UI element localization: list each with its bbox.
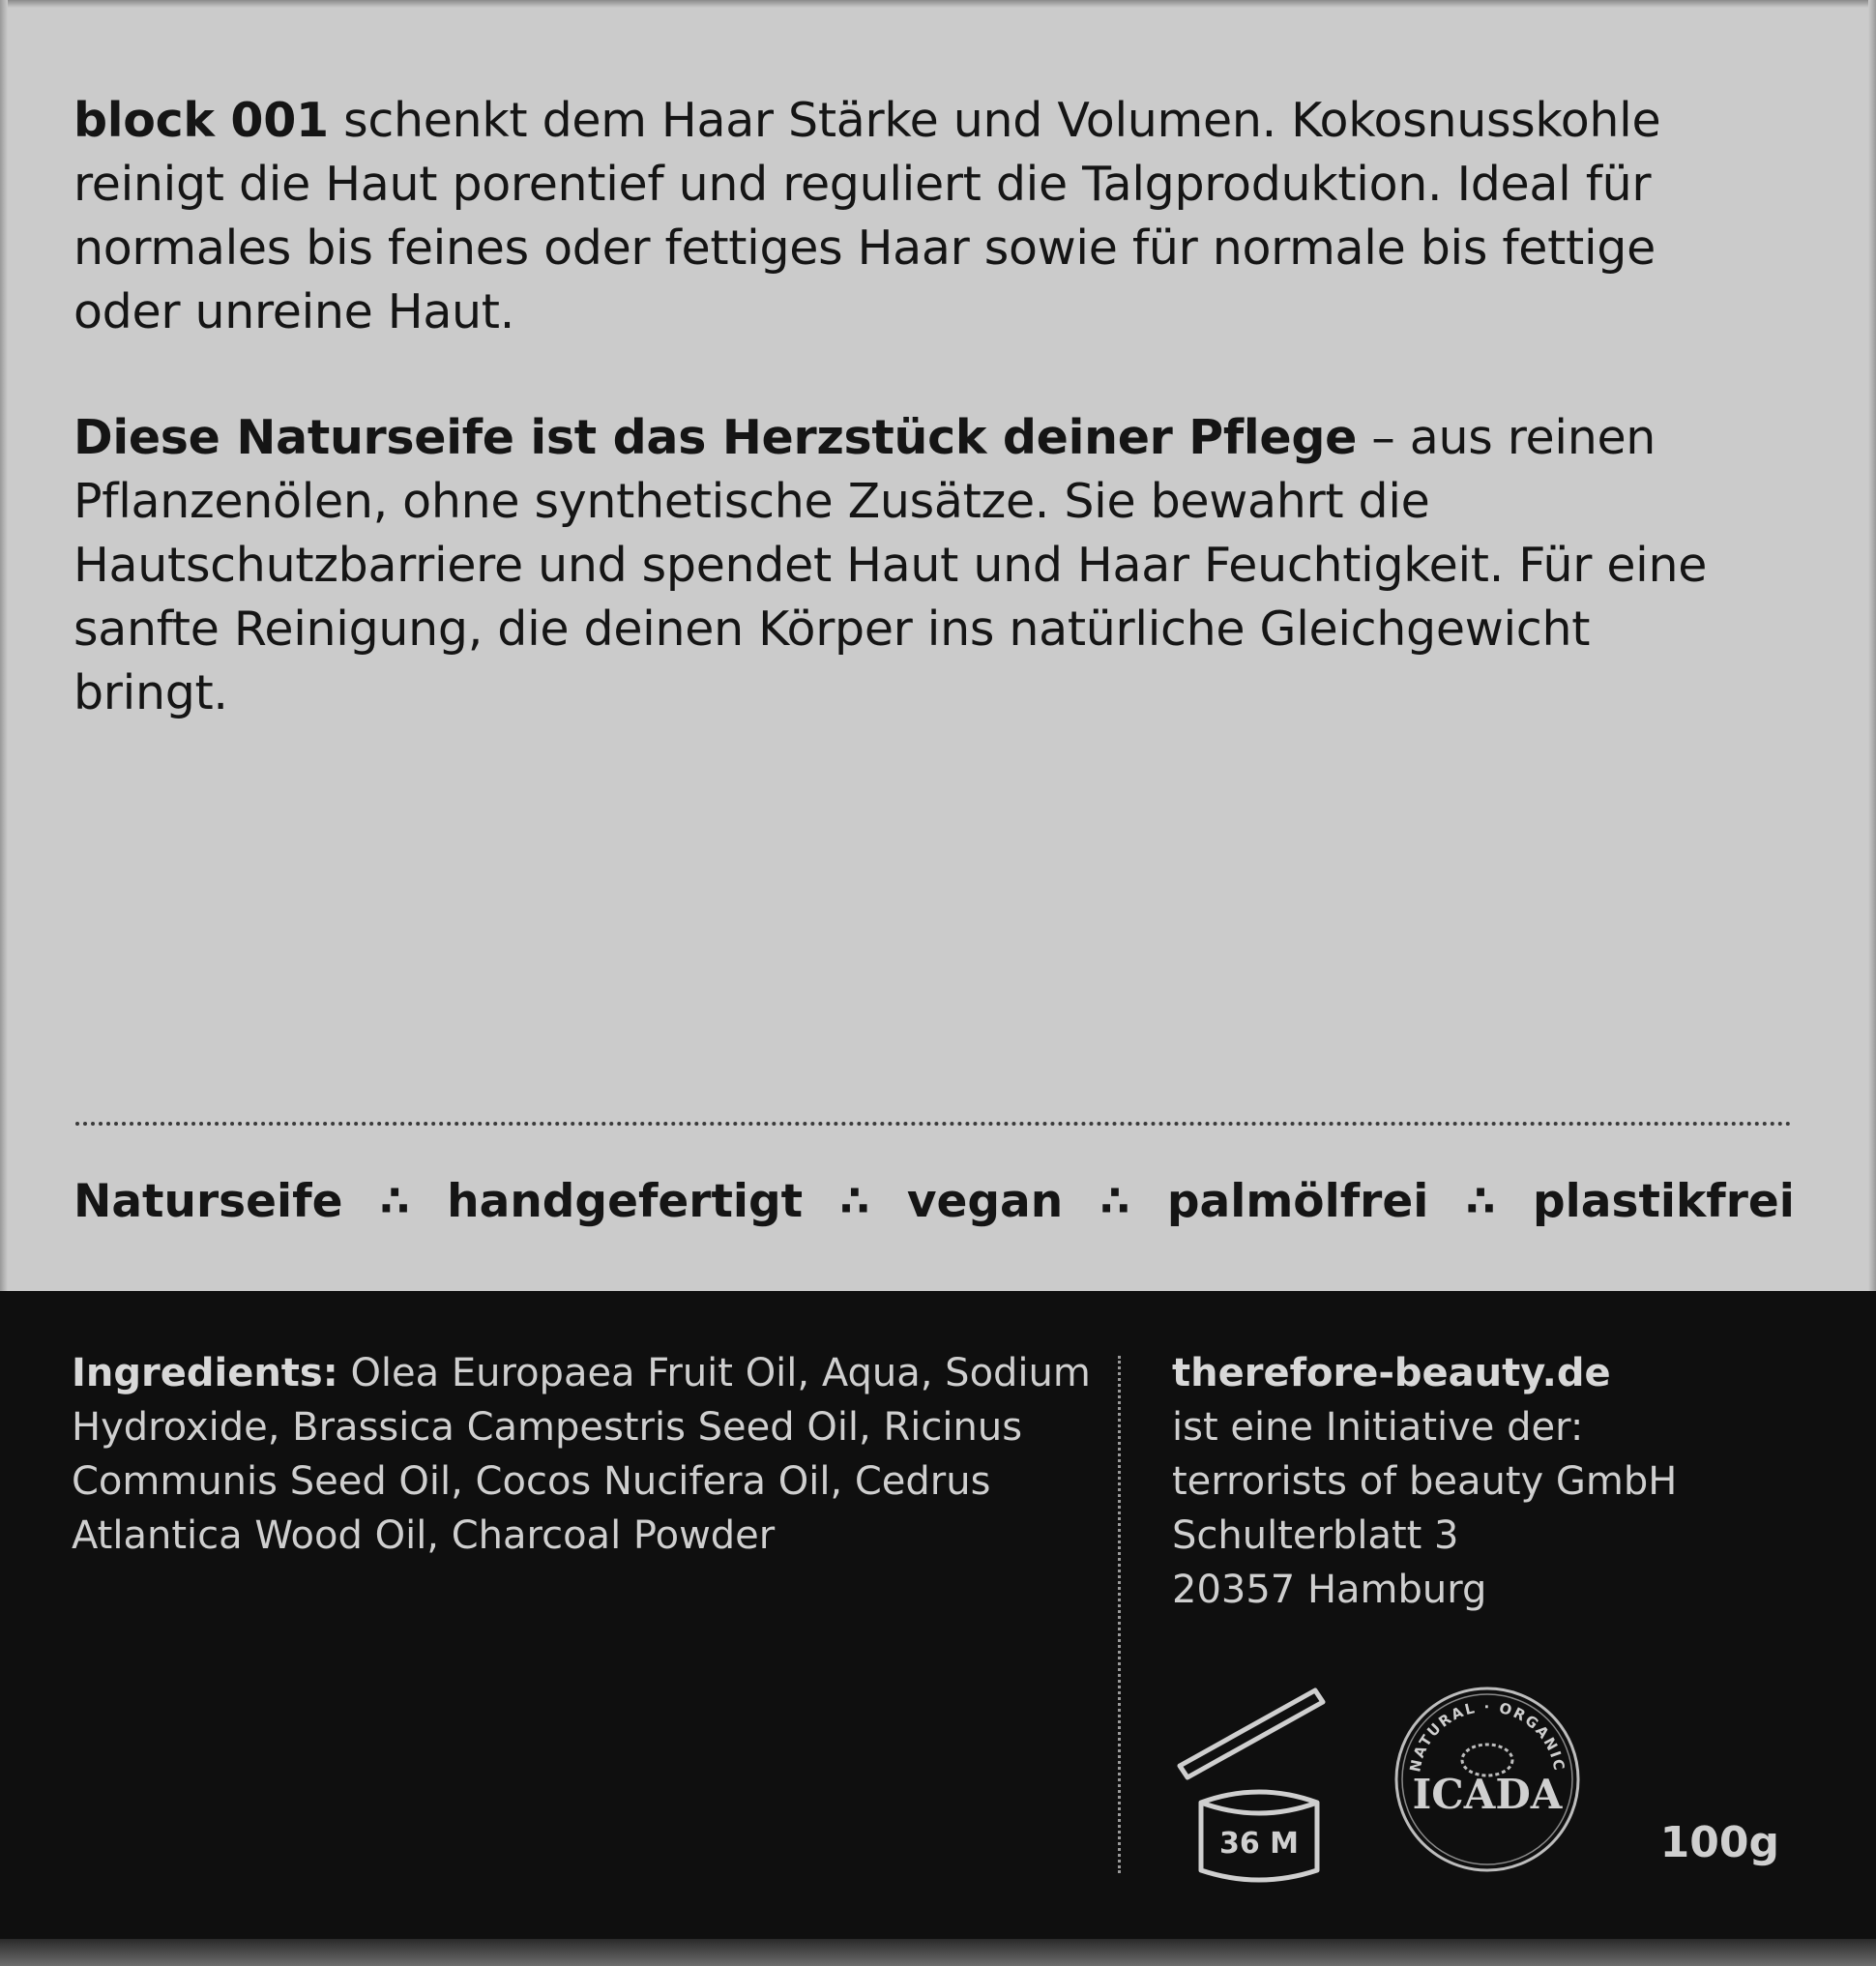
company-line: ist eine Initiative der: xyxy=(1172,1405,1584,1450)
ingredients-label: Ingredients: xyxy=(72,1351,338,1395)
therefore-separator-icon: ∴ xyxy=(839,1177,870,1226)
seal-arc-text: NATURAL · ORGANIC xyxy=(1406,1697,1568,1774)
feature-item: plastikfrei xyxy=(1533,1175,1795,1228)
description-text-1: schenkt dem Haar Stärke und Volumen. Kokosnusskohle reinigt die Haut porentief und reguliert die Talgproduktion. Ideal für normales bis feines oder fettiges Haar sowie für normale bis fettige oder unreine Haut. xyxy=(73,93,1661,339)
net-weight: 100g xyxy=(1659,1818,1779,1867)
feature-item: palmölfrei xyxy=(1166,1175,1429,1228)
company-info xyxy=(1172,1346,1810,1617)
company-city: 20357 Hamburg xyxy=(1172,1568,1487,1612)
company-name: terrorists of beauty GmbH xyxy=(1172,1459,1678,1504)
product-name: block 001 xyxy=(73,93,329,148)
description-headline: Diese Naturseife ist das Herzstück deiner Pflege xyxy=(73,410,1358,465)
ingredients-block xyxy=(72,1346,1097,1563)
open-jar-icon xyxy=(1172,1681,1346,1884)
icada-seal-icon xyxy=(1391,1683,1584,1876)
feature-list xyxy=(73,1175,1795,1228)
therefore-separator-icon: ∴ xyxy=(1465,1177,1496,1226)
description-text-2: – aus reinen Pflanzenölen, ohne synthetische Zusätze. Sie bewahrt die Hautschutzbarriere und spendet Haut und Haar Feuchtigkeit. Für eine sanfte Reinigung, die deinen Körper ins natürliche Gleichgewicht bringt. xyxy=(73,410,1708,720)
feature-item: Naturseife xyxy=(73,1175,343,1228)
feature-item: vegan xyxy=(906,1175,1064,1228)
description-paragraph-1 xyxy=(73,89,1737,344)
feature-item: handgefertigt xyxy=(447,1175,804,1228)
description-paragraph-2 xyxy=(73,406,1737,725)
bottom-edge xyxy=(0,1939,1876,1966)
dotted-divider xyxy=(75,1122,1792,1126)
pao-label: 36 M xyxy=(1218,1827,1300,1861)
seal-name: ICADA xyxy=(1412,1771,1563,1818)
left-edge-shadow xyxy=(0,0,8,1291)
therefore-separator-icon: ∴ xyxy=(1099,1177,1130,1226)
website-link[interactable]: therefore-beauty.de xyxy=(1172,1351,1611,1395)
company-street: Schulterblatt 3 xyxy=(1172,1513,1459,1558)
therefore-separator-icon: ∴ xyxy=(379,1177,410,1226)
right-edge-shadow xyxy=(1868,0,1876,1291)
ingredients-text: Olea Europaea Fruit Oil, Aqua, Sodium Hydroxide, Brassica Campestris Seed Oil, Ricinus Communis Seed Oil, Cocos Nucifera Oil, Cedrus Atlantica Wood Oil, Charcoal Powder xyxy=(72,1351,1091,1558)
vertical-dotted-divider xyxy=(1118,1356,1121,1873)
